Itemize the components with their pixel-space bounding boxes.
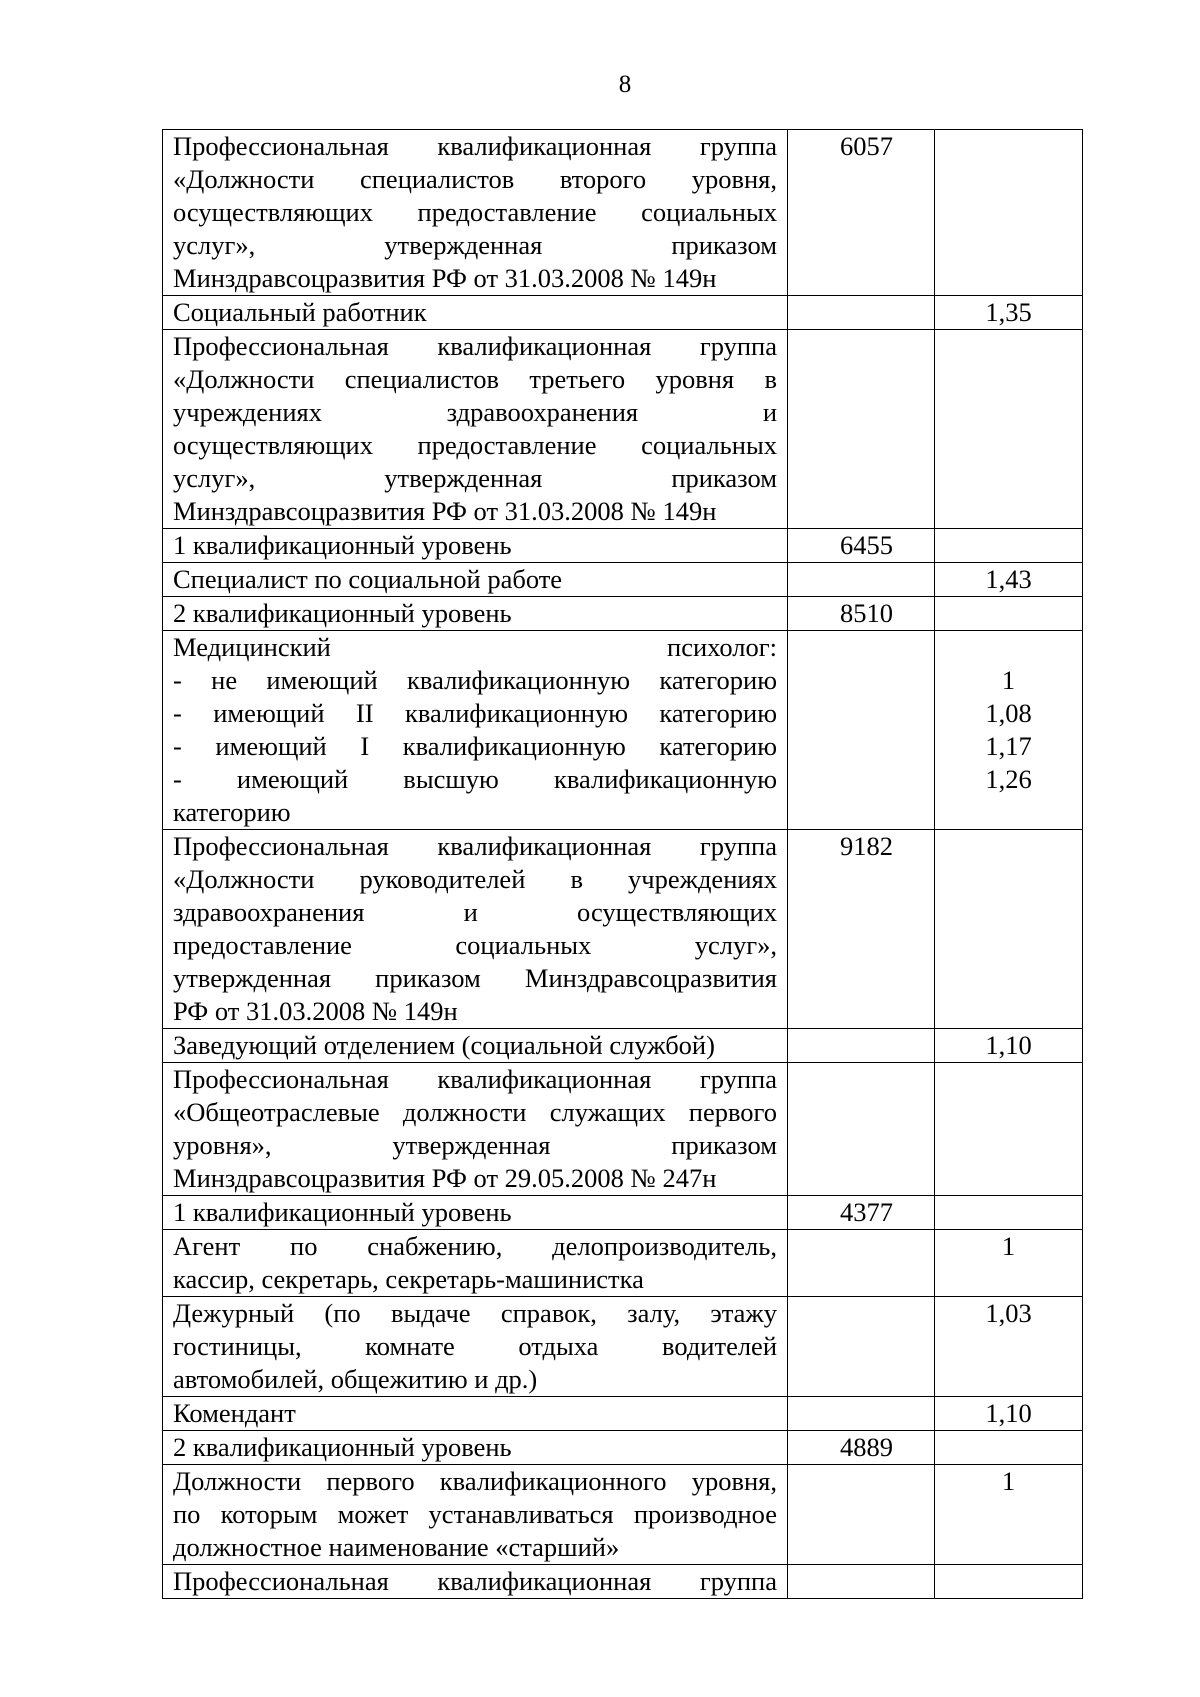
table-row [163,130,1083,296]
table-row [163,1029,1083,1063]
coefficient-cell [935,1196,1083,1230]
position-name-line: уровня», утвержденная приказом [173,1130,777,1160]
salary-cell [788,1029,935,1063]
coefficient-cell [935,563,1083,597]
table-row [163,1063,1083,1196]
position-name-line: Профессиональная квалификационная группа [173,131,777,161]
table-row [163,1431,1083,1465]
position-name-line: - имеющий II квалификационную категорию [173,698,777,728]
position-name-cell [163,631,788,830]
table-row [163,830,1083,1029]
table-row [163,1297,1083,1397]
position-name-line: 2 квалификационный уровень [173,1432,512,1462]
table-row [163,296,1083,330]
position-name-line: Заведующий отделением (социальной службой) [173,1030,715,1060]
position-name-line: осуществляющих предоставление социальных [173,197,777,227]
coefficient-value: 1 [1001,665,1016,695]
coefficient-cell [935,296,1083,330]
position-name-line: Профессиональная квалификационная группа [173,831,777,861]
coefficient-value: 1 [1001,1466,1016,1496]
position-name-line: Минздравсоцразвития РФ от 31.03.2008 № 149н [173,263,717,293]
table-row [163,529,1083,563]
position-name-line: Минздравсоцразвития РФ от 31.03.2008 № 149н [173,496,717,526]
position-name-cell [163,1230,788,1297]
salary-cell [788,330,935,529]
position-name-cell [163,1297,788,1397]
position-name-line: категорию [173,797,291,827]
table-row [163,1565,1083,1599]
position-name-line: «Общеотраслевые должности служащих первого [173,1097,777,1127]
coefficient-cell [935,1431,1083,1465]
position-name-cell [163,296,788,330]
coefficient-value: 1,17 [985,731,1032,761]
coefficient-value: 1,08 [985,698,1032,728]
position-name-line: Медицинский психолог: [173,632,777,662]
coefficient-value: 1,35 [985,297,1032,327]
salary-cell [788,631,935,830]
position-name-line: Профессиональная квалификационная группа [173,331,777,361]
position-name-cell [163,330,788,529]
position-name-line: предоставление социальных услуг», [173,930,777,960]
position-name-cell [163,830,788,1029]
salary-cell [788,1297,935,1397]
coefficient-value: 1,10 [985,1030,1032,1060]
position-name-line: должностное наименование «старший» [173,1532,620,1562]
coefficient-cell [935,1297,1083,1397]
position-name-line: Агент по снабжению, делопроизводитель, [173,1231,777,1261]
position-name-line: - не имеющий квалификационную категорию [173,665,777,695]
position-name-line: Дежурный (по выдаче справок, залу, этажу [173,1298,777,1328]
table-row [163,330,1083,529]
salary-cell [788,1230,935,1297]
position-name-line: услуг», утвержденная приказом [173,463,777,493]
position-name-cell [163,1431,788,1465]
position-name-line: гостиницы, комнате отдыха водителей [173,1331,777,1361]
position-name-line: утвержденная приказом Минздравсоцразвития [173,963,777,993]
position-name-line: по которым может устанавливаться производное [173,1499,777,1529]
salary-cell: 6455 [788,529,935,563]
position-name-cell [163,1565,788,1599]
salary-cell [788,1397,935,1431]
qualification-table [162,129,1083,1599]
table-row [163,1230,1083,1297]
coefficient-value: 1,10 [985,1398,1032,1428]
position-name-line: 2 квалификационный уровень [173,598,512,628]
position-name-line: Комендант [173,1398,296,1428]
position-name-cell [163,1465,788,1565]
position-name-line: 1 квалификационный уровень [173,1197,512,1227]
table-row [163,1397,1083,1431]
position-name-line: Профессиональная квалификационная группа [173,1566,777,1596]
position-name-line: Социальный работник [173,297,427,327]
coefficient-value: 1,03 [985,1298,1032,1328]
salary-cell [788,1063,935,1196]
coefficient-cell [935,529,1083,563]
coefficient-cell [935,631,1083,830]
position-name-line: 1 квалификационный уровень [173,530,512,560]
position-name-line: РФ от 31.03.2008 № 149н [173,996,458,1026]
position-name-line: услуг», утвержденная приказом [173,230,777,260]
coefficient-value [945,631,1072,664]
table-row [163,597,1083,631]
position-name-cell [163,563,788,597]
salary-cell [788,1565,935,1599]
coefficient-cell [935,830,1083,1029]
coefficient-value: 1 [1001,1231,1016,1261]
page-number: 8 [618,71,632,98]
salary-cell: 4377 [788,1196,935,1230]
coefficient-cell [935,130,1083,296]
position-name-line: здравоохранения и осуществляющих [173,897,777,927]
position-name-line: - имеющий I квалификационную категорию [173,731,777,761]
table-row [163,1196,1083,1230]
position-name-line: «Должности руководителей в учреждениях [173,864,777,894]
position-name-line: автомобилей, общежитию и др.) [173,1364,538,1394]
position-name-cell [163,529,788,563]
coefficient-cell [935,597,1083,631]
salary-cell: 8510 [788,597,935,631]
position-name-line: «Должности специалистов второго уровня, [173,164,777,194]
table-body [163,130,1083,1599]
salary-cell [788,296,935,330]
position-name-line: - имеющий высшую квалификационную [173,764,777,794]
coefficient-cell [935,1565,1083,1599]
salary-cell: 9182 [788,830,935,1029]
position-name-line: Минздравсоцразвития РФ от 29.05.2008 № 247н [173,1163,717,1193]
salary-cell [788,1465,935,1565]
coefficient-cell [935,1230,1083,1297]
coefficient-cell [935,1029,1083,1063]
position-name-line: Должности первого квалификационного уровня, [173,1466,777,1496]
coefficient-cell [935,330,1083,529]
table-row [163,631,1083,830]
coefficient-value: 1,43 [985,564,1032,594]
salary-cell: 4889 [788,1431,935,1465]
table-row [163,563,1083,597]
position-name-line: учреждениях здравоохранения и [173,397,777,427]
position-name-line: «Должности специалистов третьего уровня в [173,364,777,394]
salary-cell [788,563,935,597]
position-name-cell [163,597,788,631]
salary-cell: 6057 [788,130,935,296]
position-name-cell [163,130,788,296]
coefficient-cell [935,1397,1083,1431]
position-name-cell [163,1063,788,1196]
coefficient-value: 1,26 [985,764,1032,794]
coefficient-cell [935,1465,1083,1565]
position-name-line: Профессиональная квалификационная группа [173,1064,777,1094]
position-name-line: Специалист по социальной работе [173,564,563,594]
position-name-line: осуществляющих предоставление социальных [173,430,777,460]
position-name-cell [163,1397,788,1431]
table-row [163,1465,1083,1565]
position-name-cell [163,1029,788,1063]
position-name-cell [163,1196,788,1230]
position-name-line: кассир, секретарь, секретарь-машинистка [173,1264,644,1294]
coefficient-cell [935,1063,1083,1196]
